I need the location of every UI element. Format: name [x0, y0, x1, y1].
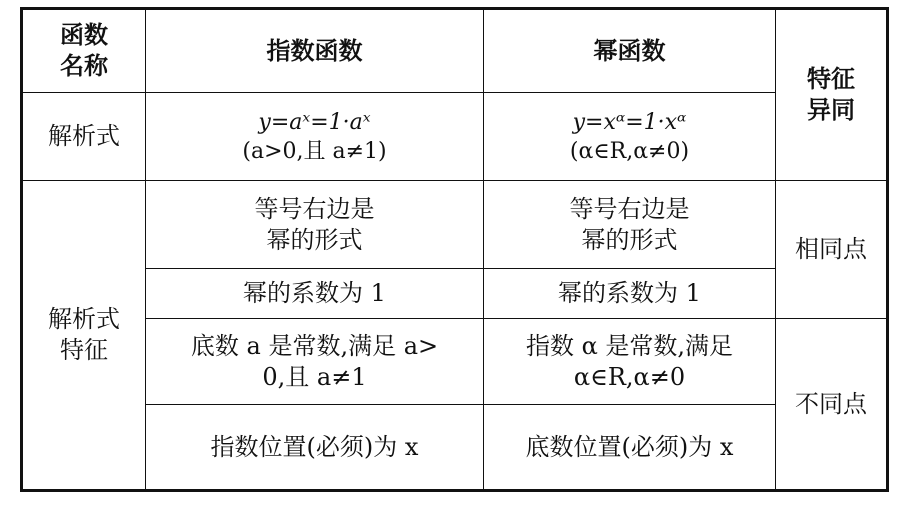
exponential-formula: y=aˣ=1·aˣ	[258, 109, 371, 135]
power-condition: (α∈R,α≠0)	[569, 138, 690, 164]
feature-row-3	[22, 319, 888, 405]
exp-base-constant	[146, 319, 484, 405]
header-row	[22, 9, 888, 93]
feature-row-2	[22, 269, 888, 319]
header-similarities-differences	[776, 9, 888, 181]
header-function-name-line1: 函数	[60, 21, 108, 49]
feature-group-label-line2: 特征	[60, 336, 108, 364]
feature-row-1	[22, 181, 888, 269]
comparison-table	[20, 7, 889, 492]
analytic-row	[22, 93, 888, 181]
exp-r1-line1: 等号右边是	[254, 194, 375, 223]
exp-right-side-power-form	[146, 181, 484, 269]
header-similarities-line2: 异同	[807, 96, 855, 124]
exp-r1-line2: 幂的形式	[266, 225, 363, 254]
exp-r3-line2: 0,且 a≠1	[262, 362, 367, 391]
header-similarities-line1: 特征	[807, 65, 855, 93]
pow-r3-line1: 指数 α 是常数,满足	[525, 331, 734, 360]
exp-coefficient-one: 幂的系数为 1	[146, 269, 484, 319]
pow-r3-line2: α∈R,α≠0	[573, 362, 686, 391]
feature-group-label	[22, 181, 146, 491]
exponential-condition: (a>0,且 a≠1)	[242, 138, 387, 164]
exp-r3-line1: 底数 a 是常数,满足 a>	[190, 331, 439, 360]
header-power-function: 幂函数	[484, 9, 776, 93]
power-formula: y=xᵅ=1·xᵅ	[572, 109, 687, 135]
comparison-table-wrapper	[20, 7, 889, 492]
power-formula-cell	[484, 93, 776, 181]
header-exponential-function: 指数函数	[146, 9, 484, 93]
header-function-name	[22, 9, 146, 93]
exp-exponent-position-x: 指数位置(必须)为 x	[146, 405, 484, 491]
pow-coefficient-one: 幂的系数为 1	[484, 269, 776, 319]
exponential-formula-cell	[146, 93, 484, 181]
same-points-label: 相同点	[776, 181, 888, 319]
pow-right-side-power-form	[484, 181, 776, 269]
different-points-label: 不同点	[776, 319, 888, 491]
pow-base-position-x: 底数位置(必须)为 x	[484, 405, 776, 491]
analytic-label: 解析式	[22, 93, 146, 181]
feature-row-4	[22, 405, 888, 491]
pow-r1-line1: 等号右边是	[569, 194, 690, 223]
feature-group-label-line1: 解析式	[48, 305, 120, 333]
header-function-name-line2: 名称	[60, 52, 108, 80]
pow-exponent-constant	[484, 319, 776, 405]
pow-r1-line2: 幂的形式	[581, 225, 678, 254]
